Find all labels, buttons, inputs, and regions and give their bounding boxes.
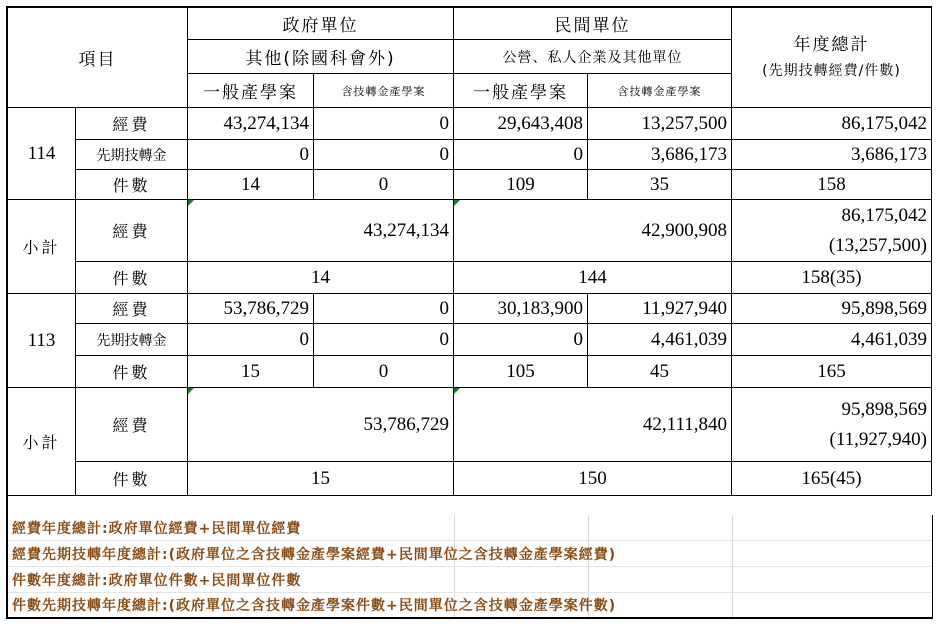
cell-113-subtotal-funding-total-value: 95,898,569 <box>841 398 927 420</box>
cell-114-funding-pri-general: 29,643,408 <box>454 108 588 140</box>
cell-114-funding-total: 86,175,042 <box>732 108 932 140</box>
cell-114-funding-pri-tech: 13,257,500 <box>588 108 732 140</box>
header-pri-tech-transfer: 含技轉金產學案 <box>588 74 732 108</box>
cell-113-funding-gov-tech: 0 <box>314 294 454 324</box>
header-annual-total-line2: (先期技轉經費/件數) <box>762 62 901 79</box>
cell-114-prior-total: 3,686,173 <box>732 140 932 170</box>
cell-114-count-pri-general: 109 <box>454 170 588 200</box>
header-annual-total-line1: 年度總計 <box>793 34 870 55</box>
cell-114-prior-gov-tech: 0 <box>314 140 454 170</box>
cell-114-subtotal-funding-total <box>732 200 932 262</box>
funding-table <box>6 6 932 515</box>
cell-114-count-pri-tech: 35 <box>588 170 732 200</box>
cell-114-count-gov-general: 14 <box>188 170 314 200</box>
cell-114-count-gov-tech: 0 <box>314 170 454 200</box>
cell-113-funding-total: 95,898,569 <box>732 294 932 324</box>
cell-113-subtotal-count-total: 165(45) <box>732 462 932 496</box>
cell-113-count-gov-tech: 0 <box>314 356 454 388</box>
cell-113-subtotal-funding-pri: 42,111,840 <box>454 388 732 462</box>
label-funding: 經費 <box>76 108 188 140</box>
cell-114-subtotal-funding-total-value: 86,175,042 <box>841 204 927 226</box>
label-count: 件數 <box>76 462 188 496</box>
label-subtotal-113: 小計 <box>8 388 76 496</box>
label-count: 件數 <box>76 170 188 200</box>
cell-114-subtotal-count-total: 158(35) <box>732 262 932 294</box>
cell-113-prior-gov-tech: 0 <box>314 324 454 356</box>
cell-113-funding-pri-tech: 11,927,940 <box>588 294 732 324</box>
label-count: 件數 <box>76 356 188 388</box>
label-funding: 經費 <box>76 200 188 262</box>
cell-113-prior-pri-general: 0 <box>454 324 588 356</box>
cell-113-prior-total: 4,461,039 <box>732 324 932 356</box>
year-114: 114 <box>8 108 76 200</box>
header-government: 政府單位 <box>188 8 454 40</box>
label-funding: 經費 <box>76 294 188 324</box>
cell-113-funding-gov-general: 53,786,729 <box>188 294 314 324</box>
cell-114-funding-gov-general: 43,274,134 <box>188 108 314 140</box>
header-gov-tech-transfer: 含技轉金產學案 <box>314 74 454 108</box>
cell-113-prior-pri-tech: 4,461,039 <box>588 324 732 356</box>
footnote-funding-total: 經費年度總計:政府單位經費+民間單位經費 <box>8 515 932 541</box>
cell-113-count-pri-general: 105 <box>454 356 588 388</box>
cell-114-subtotal-count-gov: 14 <box>188 262 454 294</box>
footnote-funding-tech-total: 經費先期技轉年度總計:(政府單位之含技轉金產學案經費+民間單位之含技轉金產學案經費) <box>8 541 932 567</box>
label-count: 件數 <box>76 262 188 294</box>
label-prior-tech-fee: 先期技轉金 <box>76 324 188 356</box>
footnotes <box>6 515 933 619</box>
cell-114-funding-gov-tech: 0 <box>314 108 454 140</box>
label-subtotal-114: 小計 <box>8 200 76 294</box>
cell-113-prior-gov-general: 0 <box>188 324 314 356</box>
header-government-sub: 其他(除國科會外) <box>188 40 454 74</box>
cell-114-subtotal-funding-pri: 42,900,908 <box>454 200 732 262</box>
header-gov-general: 一般產學案 <box>188 74 314 108</box>
cell-114-prior-gov-general: 0 <box>188 140 314 170</box>
cell-113-subtotal-funding-gov: 53,786,729 <box>188 388 454 462</box>
cell-113-subtotal-funding-total <box>732 388 932 462</box>
cell-113-subtotal-funding-total-tech: (11,927,940) <box>829 428 927 450</box>
footnote-count-total: 件數年度總計:政府單位件數+民間單位件數 <box>8 567 932 593</box>
cell-114-prior-pri-general: 0 <box>454 140 588 170</box>
header-pri-general: 一般產學案 <box>454 74 588 108</box>
cell-113-count-total: 165 <box>732 356 932 388</box>
cell-114-count-total: 158 <box>732 170 932 200</box>
header-private: 民間單位 <box>454 8 732 40</box>
label-funding: 經費 <box>76 388 188 462</box>
header-private-sub: 公營、私人企業及其他單位 <box>454 40 732 74</box>
cell-114-prior-pri-tech: 3,686,173 <box>588 140 732 170</box>
footnote-count-tech-total: 件數先期技轉年度總計:(政府單位之含技轉金產學案件數+民間單位之含技轉金產學案件數) <box>8 593 932 619</box>
cell-114-subtotal-count-pri: 144 <box>454 262 732 294</box>
header-annual-total <box>732 8 932 108</box>
cell-114-subtotal-funding-gov: 43,274,134 <box>188 200 454 262</box>
cell-113-subtotal-count-gov: 15 <box>188 462 454 496</box>
cell-113-funding-pri-general: 30,183,900 <box>454 294 588 324</box>
header-item: 項目 <box>8 8 188 108</box>
cell-114-subtotal-funding-total-tech: (13,257,500) <box>828 234 927 256</box>
cell-113-count-gov-general: 15 <box>188 356 314 388</box>
cell-113-subtotal-count-pri: 150 <box>454 462 732 496</box>
cell-113-count-pri-tech: 45 <box>588 356 732 388</box>
label-prior-tech-fee: 先期技轉金 <box>76 140 188 170</box>
year-113: 113 <box>8 294 76 388</box>
